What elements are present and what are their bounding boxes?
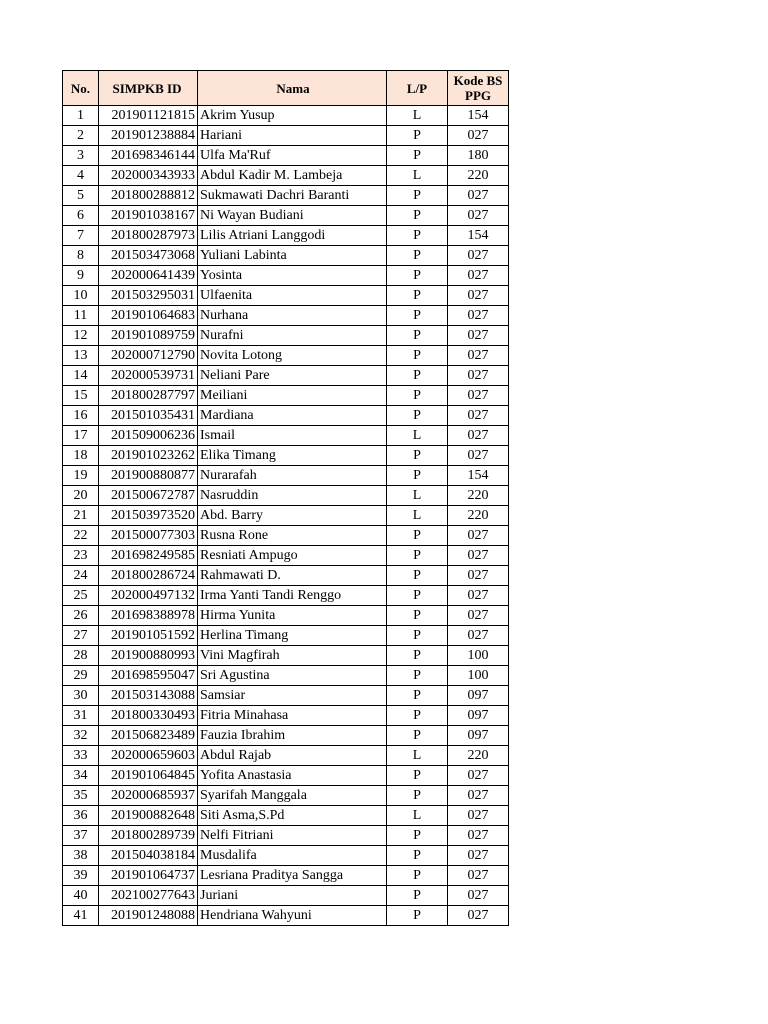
cell-simpkb-id: 201800288812 (99, 186, 198, 206)
table-row (63, 826, 509, 846)
table-row (63, 626, 509, 646)
table-row (63, 686, 509, 706)
cell-simpkb-id: 202000685937 (99, 786, 198, 806)
cell-lp: P (387, 866, 448, 886)
cell-simpkb-id: 201500672787 (99, 486, 198, 506)
cell-no: 16 (63, 406, 99, 426)
cell-nama: Yosinta (198, 266, 387, 286)
cell-no: 24 (63, 566, 99, 586)
table-row (63, 486, 509, 506)
table-row (63, 346, 509, 366)
table-row (63, 286, 509, 306)
cell-no: 18 (63, 446, 99, 466)
cell-simpkb-id: 201901064737 (99, 866, 198, 886)
cell-no: 7 (63, 226, 99, 246)
cell-nama: Sukmawati Dachri Baranti (198, 186, 387, 206)
cell-kode-bs-ppg: 027 (448, 326, 509, 346)
cell-nama: Irma Yanti Tandi Renggo (198, 586, 387, 606)
table-row (63, 406, 509, 426)
cell-nama: Yuliani Labinta (198, 246, 387, 266)
cell-no: 27 (63, 626, 99, 646)
cell-simpkb-id: 201503295031 (99, 286, 198, 306)
cell-lp: P (387, 886, 448, 906)
table-row (63, 806, 509, 826)
cell-lp: P (387, 346, 448, 366)
header-kode-line1: Kode BS (453, 73, 503, 88)
cell-kode-bs-ppg: 154 (448, 226, 509, 246)
cell-nama: Herlina Timang (198, 626, 387, 646)
cell-nama: Resniati Ampugo (198, 546, 387, 566)
cell-no: 41 (63, 906, 99, 926)
cell-no: 23 (63, 546, 99, 566)
cell-simpkb-id: 202100277643 (99, 886, 198, 906)
cell-kode-bs-ppg: 027 (448, 766, 509, 786)
cell-lp: L (387, 106, 448, 126)
cell-lp: P (387, 326, 448, 346)
cell-kode-bs-ppg: 027 (448, 906, 509, 926)
cell-nama: Samsiar (198, 686, 387, 706)
cell-kode-bs-ppg: 027 (448, 406, 509, 426)
table-row (63, 606, 509, 626)
cell-nama: Nurhana (198, 306, 387, 326)
cell-nama: Novita Lotong (198, 346, 387, 366)
table-row (63, 446, 509, 466)
cell-kode-bs-ppg: 027 (448, 346, 509, 366)
table-row (63, 226, 509, 246)
cell-simpkb-id: 202000712790 (99, 346, 198, 366)
cell-simpkb-id: 201698388978 (99, 606, 198, 626)
table-row (63, 646, 509, 666)
cell-kode-bs-ppg: 027 (448, 846, 509, 866)
cell-nama: Syarifah Manggala (198, 786, 387, 806)
cell-simpkb-id: 201509006236 (99, 426, 198, 446)
cell-no: 5 (63, 186, 99, 206)
table-row (63, 726, 509, 746)
cell-kode-bs-ppg: 220 (448, 506, 509, 526)
table-row (63, 766, 509, 786)
cell-simpkb-id: 201503473068 (99, 246, 198, 266)
cell-no: 12 (63, 326, 99, 346)
cell-lp: P (387, 646, 448, 666)
cell-lp: P (387, 286, 448, 306)
cell-kode-bs-ppg: 027 (448, 126, 509, 146)
cell-lp: P (387, 186, 448, 206)
cell-no: 15 (63, 386, 99, 406)
cell-nama: Nurafni (198, 326, 387, 346)
cell-nama: Nasruddin (198, 486, 387, 506)
table-row (63, 506, 509, 526)
table-row (63, 166, 509, 186)
cell-no: 19 (63, 466, 99, 486)
cell-no: 34 (63, 766, 99, 786)
cell-nama: Mardiana (198, 406, 387, 426)
cell-simpkb-id: 201504038184 (99, 846, 198, 866)
table-row (63, 666, 509, 686)
cell-no: 29 (63, 666, 99, 686)
cell-kode-bs-ppg: 154 (448, 106, 509, 126)
cell-nama: Lesriana Praditya Sangga (198, 866, 387, 886)
cell-simpkb-id: 201698346144 (99, 146, 198, 166)
table-row (63, 846, 509, 866)
cell-no: 17 (63, 426, 99, 446)
cell-simpkb-id: 201901051592 (99, 626, 198, 646)
cell-no: 40 (63, 886, 99, 906)
cell-lp: P (387, 766, 448, 786)
table-row (63, 186, 509, 206)
cell-lp: P (387, 406, 448, 426)
cell-kode-bs-ppg: 027 (448, 426, 509, 446)
table-row (63, 326, 509, 346)
cell-simpkb-id: 201800289739 (99, 826, 198, 846)
cell-no: 36 (63, 806, 99, 826)
table-row (63, 566, 509, 586)
cell-simpkb-id: 201901064845 (99, 766, 198, 786)
cell-lp: P (387, 526, 448, 546)
cell-simpkb-id: 201800287797 (99, 386, 198, 406)
cell-lp: L (387, 166, 448, 186)
cell-simpkb-id: 201501035431 (99, 406, 198, 426)
participants-table (62, 70, 509, 926)
table-body (63, 106, 509, 926)
cell-nama: Elika Timang (198, 446, 387, 466)
cell-lp: L (387, 746, 448, 766)
table-row (63, 426, 509, 446)
cell-simpkb-id: 201698595047 (99, 666, 198, 686)
cell-nama: Fitria Minahasa (198, 706, 387, 726)
cell-simpkb-id: 201901038167 (99, 206, 198, 226)
cell-kode-bs-ppg: 027 (448, 606, 509, 626)
cell-lp: P (387, 686, 448, 706)
table-row (63, 366, 509, 386)
cell-kode-bs-ppg: 180 (448, 146, 509, 166)
table-row (63, 746, 509, 766)
cell-kode-bs-ppg: 027 (448, 526, 509, 546)
cell-nama: Juriani (198, 886, 387, 906)
cell-no: 6 (63, 206, 99, 226)
cell-simpkb-id: 201800286724 (99, 566, 198, 586)
cell-kode-bs-ppg: 027 (448, 306, 509, 326)
cell-no: 1 (63, 106, 99, 126)
cell-kode-bs-ppg: 097 (448, 726, 509, 746)
cell-simpkb-id: 201800330493 (99, 706, 198, 726)
cell-lp: P (387, 606, 448, 626)
cell-no: 28 (63, 646, 99, 666)
cell-kode-bs-ppg: 027 (448, 186, 509, 206)
cell-simpkb-id: 201901121815 (99, 106, 198, 126)
cell-kode-bs-ppg: 154 (448, 466, 509, 486)
cell-no: 9 (63, 266, 99, 286)
cell-no: 30 (63, 686, 99, 706)
cell-kode-bs-ppg: 027 (448, 286, 509, 306)
cell-simpkb-id: 201901023262 (99, 446, 198, 466)
table-row (63, 126, 509, 146)
cell-no: 35 (63, 786, 99, 806)
cell-nama: Ulfaenita (198, 286, 387, 306)
cell-lp: P (387, 586, 448, 606)
cell-nama: Akrim Yusup (198, 106, 387, 126)
cell-lp: P (387, 266, 448, 286)
cell-no: 26 (63, 606, 99, 626)
cell-lp: L (387, 426, 448, 446)
cell-nama: Hirma Yunita (198, 606, 387, 626)
cell-simpkb-id: 201503973520 (99, 506, 198, 526)
table-row (63, 866, 509, 886)
cell-simpkb-id: 201500077303 (99, 526, 198, 546)
cell-no: 32 (63, 726, 99, 746)
table-row (63, 306, 509, 326)
cell-lp: P (387, 226, 448, 246)
cell-kode-bs-ppg: 027 (448, 866, 509, 886)
cell-simpkb-id: 201503143088 (99, 686, 198, 706)
table-row (63, 386, 509, 406)
table-row (63, 586, 509, 606)
cell-simpkb-id: 201698249585 (99, 546, 198, 566)
cell-kode-bs-ppg: 100 (448, 646, 509, 666)
cell-simpkb-id: 202000659603 (99, 746, 198, 766)
cell-lp: P (387, 246, 448, 266)
cell-simpkb-id: 201901064683 (99, 306, 198, 326)
table-row (63, 206, 509, 226)
cell-nama: Abd. Barry (198, 506, 387, 526)
cell-lp: P (387, 726, 448, 746)
table-row (63, 786, 509, 806)
cell-nama: Musdalifa (198, 846, 387, 866)
cell-lp: L (387, 806, 448, 826)
header-nama: Nama (198, 71, 387, 106)
cell-no: 37 (63, 826, 99, 846)
cell-no: 2 (63, 126, 99, 146)
cell-no: 25 (63, 586, 99, 606)
cell-nama: Fauzia Ibrahim (198, 726, 387, 746)
cell-nama: Ismail (198, 426, 387, 446)
cell-lp: P (387, 566, 448, 586)
header-kode-line2: PPG (465, 88, 491, 103)
cell-no: 31 (63, 706, 99, 726)
cell-kode-bs-ppg: 027 (448, 206, 509, 226)
cell-no: 10 (63, 286, 99, 306)
cell-kode-bs-ppg: 220 (448, 166, 509, 186)
cell-simpkb-id: 201901089759 (99, 326, 198, 346)
cell-nama: Rahmawati D. (198, 566, 387, 586)
cell-kode-bs-ppg: 220 (448, 746, 509, 766)
cell-kode-bs-ppg: 027 (448, 786, 509, 806)
cell-nama: Ni Wayan Budiani (198, 206, 387, 226)
cell-simpkb-id: 202000343933 (99, 166, 198, 186)
cell-nama: Neliani Pare (198, 366, 387, 386)
cell-simpkb-id: 201900880877 (99, 466, 198, 486)
cell-nama: Siti Asma,S.Pd (198, 806, 387, 826)
cell-lp: P (387, 146, 448, 166)
cell-no: 8 (63, 246, 99, 266)
table-row (63, 146, 509, 166)
cell-nama: Yofita Anastasia (198, 766, 387, 786)
cell-no: 20 (63, 486, 99, 506)
cell-no: 22 (63, 526, 99, 546)
cell-simpkb-id: 202000497132 (99, 586, 198, 606)
cell-lp: P (387, 906, 448, 926)
cell-nama: Hariani (198, 126, 387, 146)
cell-kode-bs-ppg: 027 (448, 586, 509, 606)
cell-nama: Nurarafah (198, 466, 387, 486)
cell-no: 11 (63, 306, 99, 326)
cell-nama: Meiliani (198, 386, 387, 406)
cell-no: 14 (63, 366, 99, 386)
cell-simpkb-id: 201800287973 (99, 226, 198, 246)
cell-kode-bs-ppg: 027 (448, 806, 509, 826)
cell-no: 39 (63, 866, 99, 886)
cell-no: 13 (63, 346, 99, 366)
cell-kode-bs-ppg: 097 (448, 686, 509, 706)
table-row (63, 886, 509, 906)
cell-lp: P (387, 446, 448, 466)
cell-kode-bs-ppg: 027 (448, 246, 509, 266)
cell-lp: L (387, 506, 448, 526)
cell-lp: P (387, 706, 448, 726)
cell-lp: P (387, 366, 448, 386)
table-row (63, 706, 509, 726)
cell-lp: L (387, 486, 448, 506)
header-lp: L/P (387, 71, 448, 106)
cell-nama: Abdul Kadir M. Lambeja (198, 166, 387, 186)
cell-kode-bs-ppg: 027 (448, 546, 509, 566)
cell-lp: P (387, 306, 448, 326)
cell-kode-bs-ppg: 027 (448, 626, 509, 646)
cell-lp: P (387, 466, 448, 486)
table-row (63, 526, 509, 546)
cell-nama: Nelfi Fitriani (198, 826, 387, 846)
cell-no: 4 (63, 166, 99, 186)
cell-no: 3 (63, 146, 99, 166)
table-row (63, 546, 509, 566)
cell-simpkb-id: 202000539731 (99, 366, 198, 386)
cell-lp: P (387, 786, 448, 806)
table-row (63, 246, 509, 266)
cell-kode-bs-ppg: 100 (448, 666, 509, 686)
cell-nama: Vini Magfirah (198, 646, 387, 666)
cell-lp: P (387, 626, 448, 646)
cell-nama: Sri Agustina (198, 666, 387, 686)
table-row (63, 906, 509, 926)
cell-no: 21 (63, 506, 99, 526)
cell-lp: P (387, 546, 448, 566)
cell-kode-bs-ppg: 027 (448, 366, 509, 386)
cell-simpkb-id: 201506823489 (99, 726, 198, 746)
cell-lp: P (387, 386, 448, 406)
cell-lp: P (387, 126, 448, 146)
cell-nama: Rusna Rone (198, 526, 387, 546)
cell-no: 38 (63, 846, 99, 866)
cell-simpkb-id: 201900882648 (99, 806, 198, 826)
cell-kode-bs-ppg: 027 (448, 446, 509, 466)
table-row (63, 106, 509, 126)
cell-nama: Hendriana Wahyuni (198, 906, 387, 926)
cell-lp: P (387, 666, 448, 686)
cell-kode-bs-ppg: 027 (448, 886, 509, 906)
cell-simpkb-id: 201900880993 (99, 646, 198, 666)
header-simpkb-id: SIMPKB ID (99, 71, 198, 106)
cell-nama: Lilis Atriani Langgodi (198, 226, 387, 246)
cell-kode-bs-ppg: 097 (448, 706, 509, 726)
header-no: No. (63, 71, 99, 106)
cell-simpkb-id: 201901238884 (99, 126, 198, 146)
header-kode-bs-ppg (448, 71, 509, 106)
cell-kode-bs-ppg: 027 (448, 826, 509, 846)
table-row (63, 266, 509, 286)
header-row (63, 71, 509, 106)
cell-simpkb-id: 202000641439 (99, 266, 198, 286)
cell-lp: P (387, 826, 448, 846)
table-row (63, 466, 509, 486)
cell-kode-bs-ppg: 027 (448, 266, 509, 286)
cell-no: 33 (63, 746, 99, 766)
cell-nama: Ulfa Ma'Ruf (198, 146, 387, 166)
cell-lp: P (387, 846, 448, 866)
cell-kode-bs-ppg: 220 (448, 486, 509, 506)
cell-kode-bs-ppg: 027 (448, 566, 509, 586)
cell-simpkb-id: 201901248088 (99, 906, 198, 926)
cell-lp: P (387, 206, 448, 226)
cell-kode-bs-ppg: 027 (448, 386, 509, 406)
cell-nama: Abdul Rajab (198, 746, 387, 766)
